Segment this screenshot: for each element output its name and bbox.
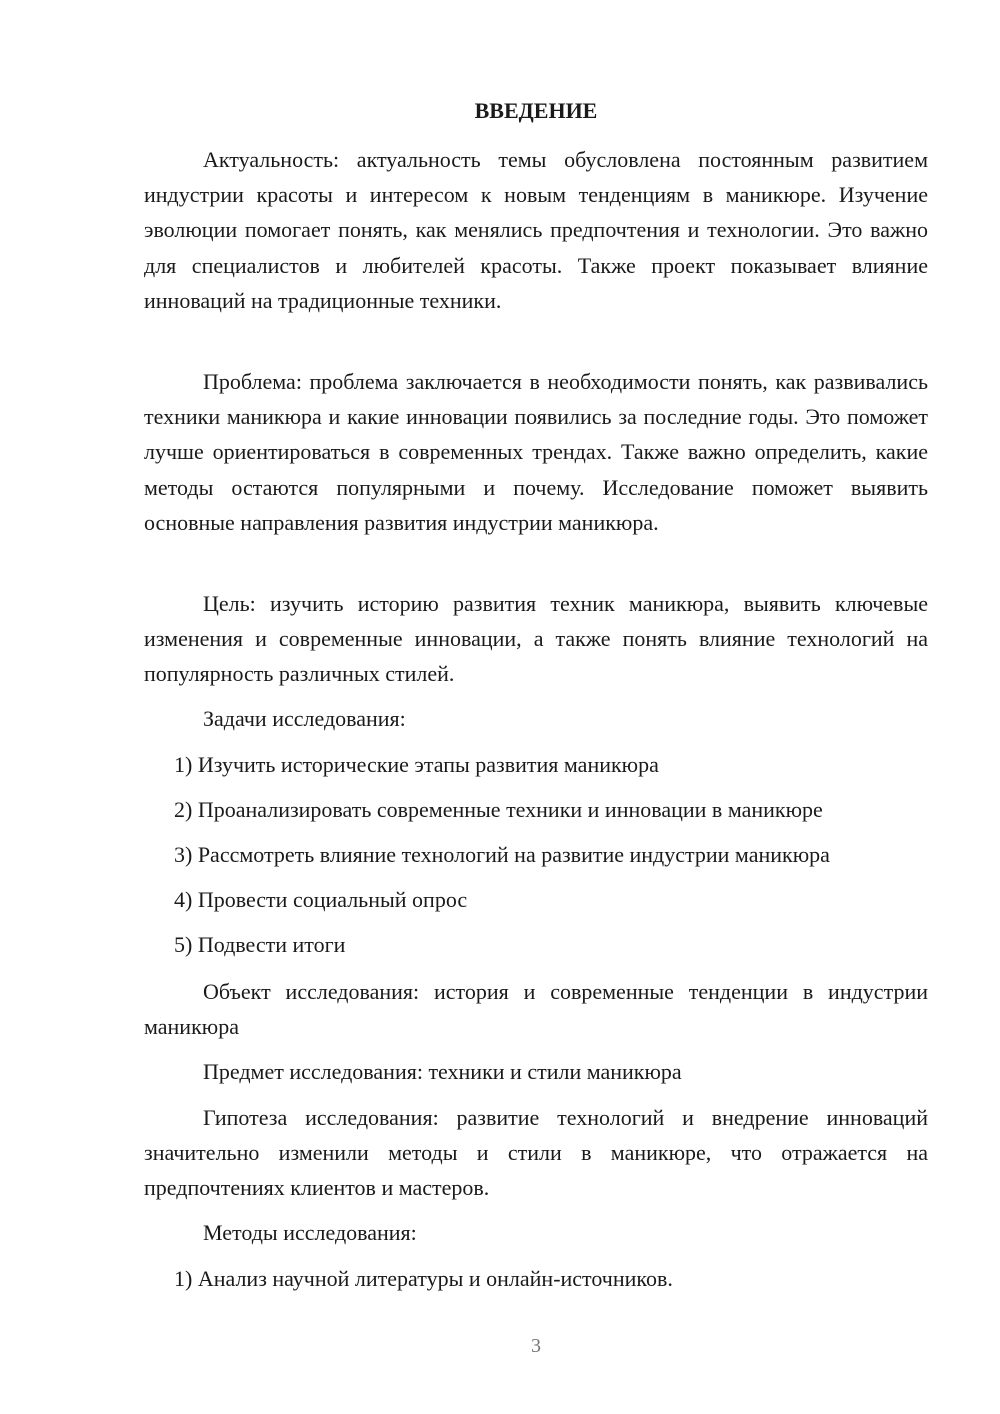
paragraph-problem: Проблема: проблема заключается в необходимости понять, как развивались техники маникюра и какие инновации появились за последние годы. Это поможет лучше ориентироваться в современных трендах. Также важно определить, какие методы остаются популярными и почему. Исследование поможет выявить основные направления развития индустрии маникюра. — [144, 369, 928, 535]
task-item-5: 5) Подвести итоги — [174, 932, 346, 957]
page-title: ВВЕДЕНИЕ — [474, 98, 598, 123]
paragraph-subject: Предмет исследования: техники и стили маникюра — [203, 1059, 682, 1084]
task-item-4: 4) Провести социальный опрос — [174, 887, 468, 912]
paragraph-hypothesis: Гипотеза исследования: развитие технологий и внедрение инноваций значительно изменили методы и стили в маникюре, что отражается на предпочтениях клиентов и мастеров. — [144, 1105, 928, 1201]
page-number: 3 — [531, 1335, 541, 1357]
task-item-3: 3) Рассмотреть влияние технологий на развитие индустрии маникюра — [174, 842, 830, 867]
paragraph-relevance: Актуальность: актуальность темы обусловлена постоянным развитием индустрии красоты и интересом к новым тенденциям в маникюре. Изучение эволюции помогает понять, как менялись предпочтения и технологии. Это важно для специалистов и любителей красоты. Также проект показывает влияние инноваций на традиционные техники. — [144, 147, 928, 313]
paragraph-object: Объект исследования: история и современные тенденции в индустрии маникюра — [144, 979, 928, 1040]
paragraph-goal: Цель: изучить историю развития техник маникюра, выявить ключевые изменения и современные инновации, а также понять влияние технологий на популярность различных стилей. — [144, 591, 928, 687]
tasks-heading: Задачи исследования: — [203, 706, 406, 731]
method-item-1: 1) Анализ научной литературы и онлайн-источников. — [174, 1266, 673, 1291]
task-item-1: 1) Изучить исторические этапы развития маникюра — [174, 752, 659, 777]
methods-heading: Методы исследования: — [203, 1220, 417, 1245]
task-item-2: 2) Проанализировать современные техники и инновации в маникюре — [174, 797, 823, 822]
